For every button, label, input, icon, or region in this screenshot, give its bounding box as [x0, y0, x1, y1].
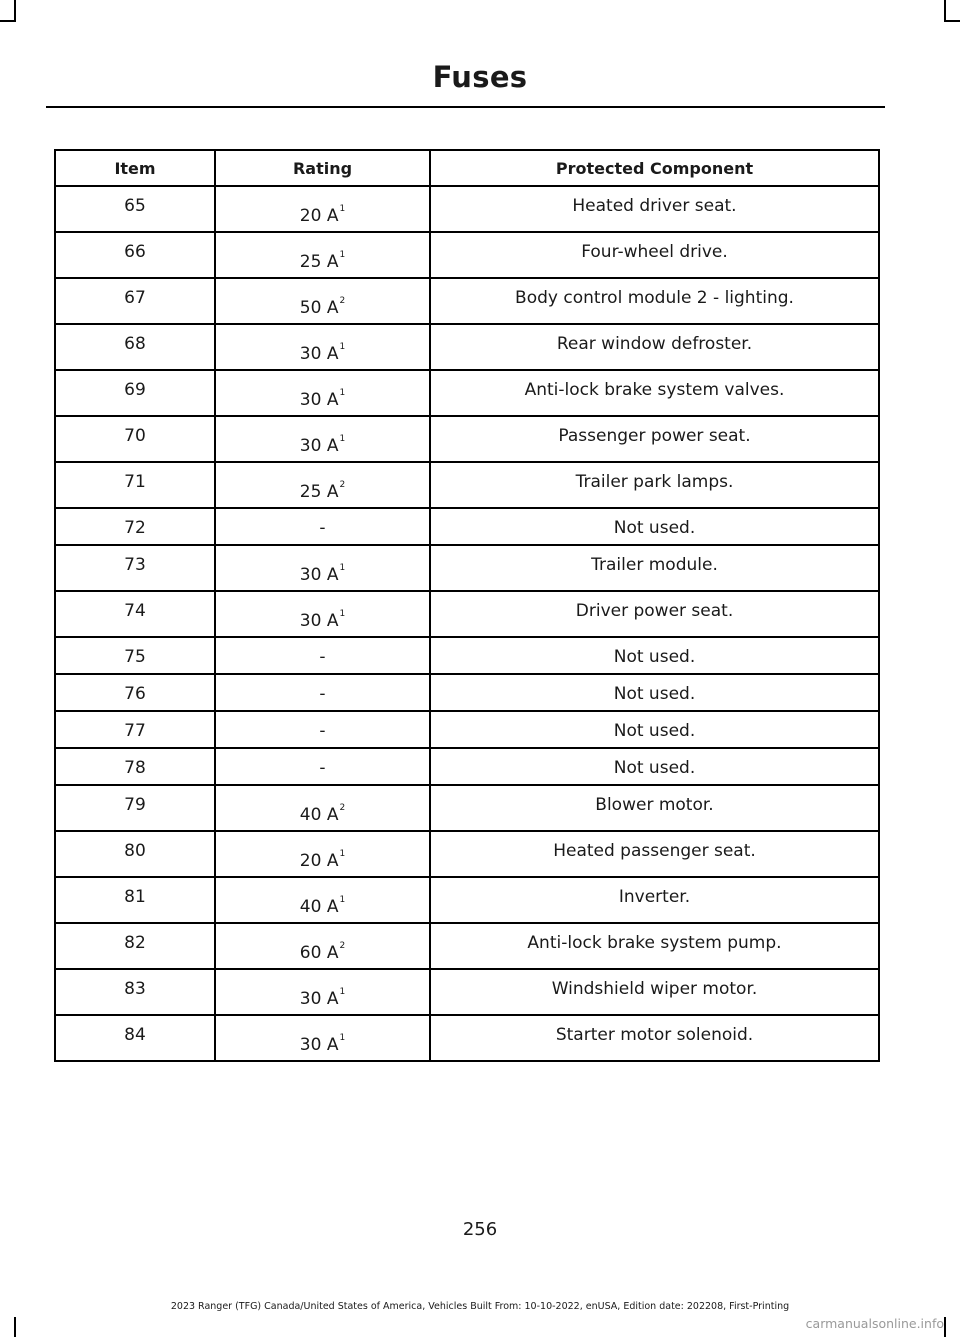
- fuse-rating: 30 A: [299, 390, 339, 410]
- fuse-rating-cell: [215, 674, 430, 711]
- table-row: [55, 416, 879, 462]
- fuse-rating: -: [319, 518, 326, 538]
- table-row: [55, 877, 879, 923]
- rating-footnote-marker: 1: [339, 895, 346, 906]
- fuse-item-number: 69: [55, 370, 215, 416]
- table-row: [55, 711, 879, 748]
- fuse-rating: -: [319, 684, 326, 704]
- fuse-rating-cell: [215, 877, 430, 923]
- fuse-rating-cell: [215, 370, 430, 416]
- table-row: [55, 831, 879, 877]
- fuse-rating: -: [319, 721, 326, 741]
- fuse-rating: 30 A: [299, 1035, 339, 1055]
- rating-footnote-marker: 2: [339, 296, 346, 307]
- table-row: [55, 674, 879, 711]
- fuse-rating-cell: [215, 186, 430, 232]
- table-row: [55, 278, 879, 324]
- rating-footnote-marker: 1: [339, 1033, 346, 1044]
- fuse-item-number: 79: [55, 785, 215, 831]
- fuse-rating-cell: [215, 462, 430, 508]
- fuse-item-number: 77: [55, 711, 215, 748]
- fuse-item-number: 84: [55, 1015, 215, 1061]
- rating-footnote-marker: 1: [339, 609, 346, 620]
- fuse-rating: 40 A: [299, 805, 339, 825]
- table-row: [55, 324, 879, 370]
- fuse-rating: 30 A: [299, 611, 339, 631]
- fuse-item-number: 70: [55, 416, 215, 462]
- crop-mark: [0, 20, 16, 22]
- protected-component: Four-wheel drive.: [430, 232, 879, 278]
- table-header-row: [55, 150, 879, 186]
- protected-component: Rear window defroster.: [430, 324, 879, 370]
- fuse-rating-cell: [215, 324, 430, 370]
- rating-footnote-marker: 1: [339, 388, 346, 399]
- protected-component: Not used.: [430, 748, 879, 785]
- fuse-rating-cell: [215, 1015, 430, 1061]
- fuse-item-number: 82: [55, 923, 215, 969]
- rating-footnote-marker: 2: [339, 941, 346, 952]
- fuse-rating: 20 A: [299, 851, 339, 871]
- table-row: [55, 462, 879, 508]
- fuse-rating-cell: [215, 416, 430, 462]
- crop-mark: [14, 0, 16, 20]
- fuse-table-body: [55, 186, 879, 1061]
- crop-mark: [944, 1317, 946, 1337]
- protected-component: Blower motor.: [430, 785, 879, 831]
- protected-component: Driver power seat.: [430, 591, 879, 637]
- fuse-item-number: 67: [55, 278, 215, 324]
- protected-component: Inverter.: [430, 877, 879, 923]
- protected-component: Windshield wiper motor.: [430, 969, 879, 1015]
- column-header-item: Item: [55, 150, 215, 186]
- table-row: [55, 370, 879, 416]
- fuse-item-number: 83: [55, 969, 215, 1015]
- fuse-rating-cell: [215, 278, 430, 324]
- protected-component: Starter motor solenoid.: [430, 1015, 879, 1061]
- fuse-rating: 30 A: [299, 344, 339, 364]
- fuse-rating: 30 A: [299, 989, 339, 1009]
- fuse-rating: 30 A: [299, 565, 339, 585]
- crop-mark: [944, 20, 960, 22]
- table-row: [55, 785, 879, 831]
- rating-footnote-marker: 1: [339, 342, 346, 353]
- protected-component: Trailer module.: [430, 545, 879, 591]
- fuse-item-number: 80: [55, 831, 215, 877]
- crop-mark: [14, 1317, 16, 1337]
- fuse-item-number: 72: [55, 508, 215, 545]
- footer-text: 2023 Ranger (TFG) Canada/United States of America, Vehicles Built From: 10-10-2022, enUSA, Edition date: 202208, First-Printing: [170, 1301, 790, 1312]
- fuse-rating-cell: [215, 785, 430, 831]
- protected-component: Not used.: [430, 711, 879, 748]
- column-header-rating: Rating: [215, 150, 430, 186]
- fuse-table: [54, 149, 880, 1062]
- header-divider: [46, 106, 885, 108]
- rating-footnote-marker: 2: [339, 480, 346, 491]
- fuse-rating: 60 A: [299, 943, 339, 963]
- rating-footnote-marker: 1: [339, 250, 346, 261]
- rating-footnote-marker: 1: [339, 987, 346, 998]
- fuse-rating: -: [319, 758, 326, 778]
- rating-footnote-marker: 2: [339, 803, 346, 814]
- fuse-rating: 25 A: [299, 482, 339, 502]
- fuse-rating-cell: [215, 545, 430, 591]
- fuse-rating-cell: [215, 969, 430, 1015]
- fuse-item-number: 74: [55, 591, 215, 637]
- rating-footnote-marker: 1: [339, 563, 346, 574]
- rating-footnote-marker: 1: [339, 849, 346, 860]
- fuse-item-number: 78: [55, 748, 215, 785]
- watermark: carmanualsonline.info: [805, 1316, 944, 1331]
- fuse-item-number: 66: [55, 232, 215, 278]
- table-row: [55, 969, 879, 1015]
- fuse-rating: 20 A: [299, 206, 339, 226]
- page-title: Fuses: [432, 60, 528, 94]
- table-row: [55, 1015, 879, 1061]
- protected-component: Passenger power seat.: [430, 416, 879, 462]
- fuse-item-number: 73: [55, 545, 215, 591]
- table-row: [55, 545, 879, 591]
- protected-component: Anti-lock brake system pump.: [430, 923, 879, 969]
- protected-component: Body control module 2 - lighting.: [430, 278, 879, 324]
- protected-component: Not used.: [430, 508, 879, 545]
- fuse-item-number: 71: [55, 462, 215, 508]
- table-row: [55, 508, 879, 545]
- fuse-rating-cell: [215, 591, 430, 637]
- rating-footnote-marker: 1: [339, 204, 346, 215]
- protected-component: Not used.: [430, 637, 879, 674]
- table-row: [55, 232, 879, 278]
- fuse-rating: -: [319, 647, 326, 667]
- fuse-rating: 40 A: [299, 897, 339, 917]
- table-row: [55, 637, 879, 674]
- fuse-rating: 25 A: [299, 252, 339, 272]
- protected-component: Trailer park lamps.: [430, 462, 879, 508]
- table-row: [55, 748, 879, 785]
- fuse-rating-cell: [215, 923, 430, 969]
- page-number: 256: [462, 1219, 498, 1240]
- fuse-item-number: 68: [55, 324, 215, 370]
- fuse-rating: 50 A: [299, 298, 339, 318]
- fuse-item-number: 75: [55, 637, 215, 674]
- table-row: [55, 186, 879, 232]
- fuse-rating: 30 A: [299, 436, 339, 456]
- fuse-rating-cell: [215, 831, 430, 877]
- fuse-item-number: 65: [55, 186, 215, 232]
- fuse-rating-cell: [215, 508, 430, 545]
- rating-footnote-marker: 1: [339, 434, 346, 445]
- protected-component: Heated passenger seat.: [430, 831, 879, 877]
- fuse-rating-cell: [215, 711, 430, 748]
- fuse-item-number: 76: [55, 674, 215, 711]
- fuse-rating-cell: [215, 637, 430, 674]
- table-row: [55, 923, 879, 969]
- table-row: [55, 591, 879, 637]
- protected-component: Anti-lock brake system valves.: [430, 370, 879, 416]
- fuse-rating-cell: [215, 232, 430, 278]
- protected-component: Not used.: [430, 674, 879, 711]
- fuse-item-number: 81: [55, 877, 215, 923]
- protected-component: Heated driver seat.: [430, 186, 879, 232]
- crop-mark: [944, 0, 946, 20]
- column-header-component: Protected Component: [430, 150, 879, 186]
- fuse-rating-cell: [215, 748, 430, 785]
